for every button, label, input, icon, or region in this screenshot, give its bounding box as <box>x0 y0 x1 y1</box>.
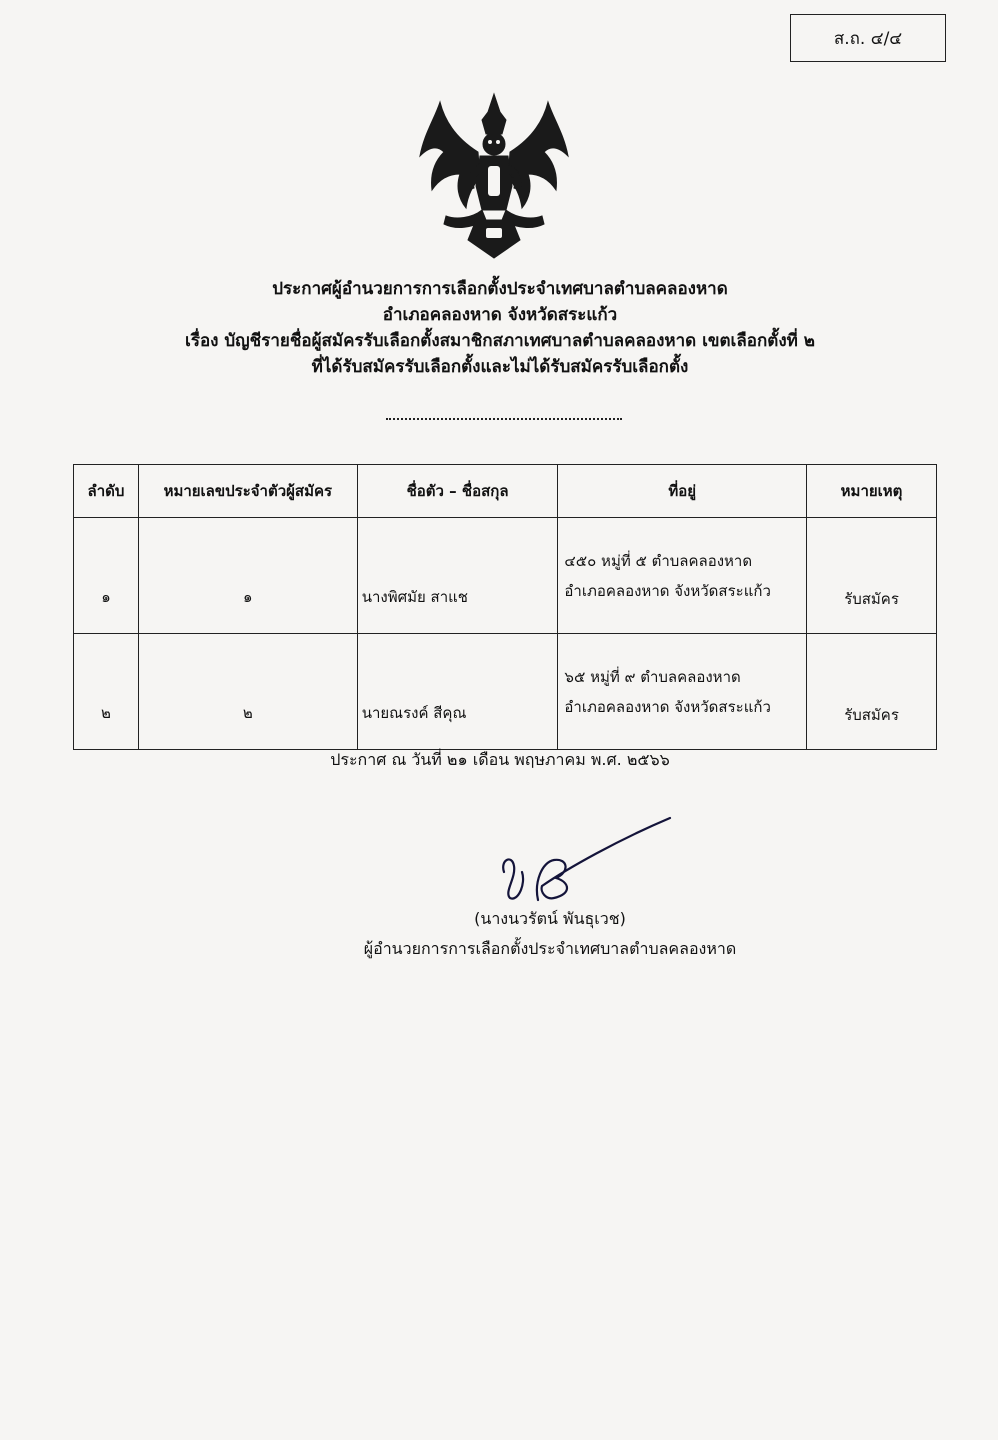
cell-name: นายณรงค์ สีคุณ <box>357 634 558 750</box>
header-address: ที่อยู่ <box>558 465 807 518</box>
cell-candidate-number: ๒ <box>138 634 357 750</box>
cell-note: รับสมัคร <box>807 518 937 634</box>
cell-candidate-number: ๑ <box>138 518 357 634</box>
form-code-box <box>790 14 946 62</box>
signer-title: ผู้อำนวยการการเลือกตั้งประจำเทศบาลตำบลคลองหาด <box>363 939 737 958</box>
address-line-2: อำเภอคลองหาด จังหวัดสระแก้ว <box>564 697 771 716</box>
signer-name: (นางนวรัตน์ พันธุเวช) <box>474 909 626 928</box>
header-note: หมายเหตุ <box>807 465 937 518</box>
address-line-2: อำเภอคลองหาด จังหวัดสระแก้ว <box>564 581 771 600</box>
address-line-1: ๖๕ หมู่ที่ ๙ ตำบลคลองหาด <box>564 667 741 686</box>
table-row <box>74 518 937 634</box>
cell-note: รับสมัคร <box>807 634 937 750</box>
header-line-1: ประกาศผู้อำนวยการการเลือกตั้งประจำเทศบาลตำบลคลองหาด <box>272 279 728 299</box>
header-name: ชื่อตัว – ชื่อสกุล <box>357 465 558 518</box>
candidate-table <box>73 464 937 750</box>
header-line-3: เรื่อง บัญชีรายชื่อผู้สมัครรับเลือกตั้งสมาชิกสภาเทศบาลตำบลคลองหาด เขตเลือกตั้งที่ ๒ <box>185 331 815 351</box>
garuda-emblem-icon <box>416 90 572 260</box>
handwritten-signature <box>498 812 678 904</box>
header-candidate-number: หมายเลขประจำตัวผู้สมัคร <box>138 465 357 518</box>
cell-name: นางพิศมัย สาแช <box>357 518 558 634</box>
cell-order: ๑ <box>74 518 139 634</box>
table-header-row <box>74 465 937 518</box>
address-line-1: ๔๕๐ หมู่ที่ ๕ ตำบลคลองหาด <box>564 551 753 570</box>
header-line-2: อำเภอคลองหาด จังหวัดสระแก้ว <box>382 305 618 325</box>
header-order: ลำดับ <box>74 465 139 518</box>
table-row <box>74 634 937 750</box>
form-code: ส.ถ. ๔/๔ <box>833 28 903 49</box>
cell-order: ๒ <box>74 634 139 750</box>
cell-address <box>558 518 807 634</box>
dotted-divider <box>386 418 622 420</box>
announcement-date: ประกาศ ณ วันที่ ๒๑ เดือน พฤษภาคม พ.ศ. ๒๕๖๖ <box>330 750 670 769</box>
header-line-4: ที่ได้รับสมัครรับเลือกตั้งและไม่ได้รับสมัครรับเลือกตั้ง <box>311 357 689 377</box>
signer-block <box>300 904 800 964</box>
cell-address <box>558 634 807 750</box>
announcement-header <box>80 276 920 380</box>
